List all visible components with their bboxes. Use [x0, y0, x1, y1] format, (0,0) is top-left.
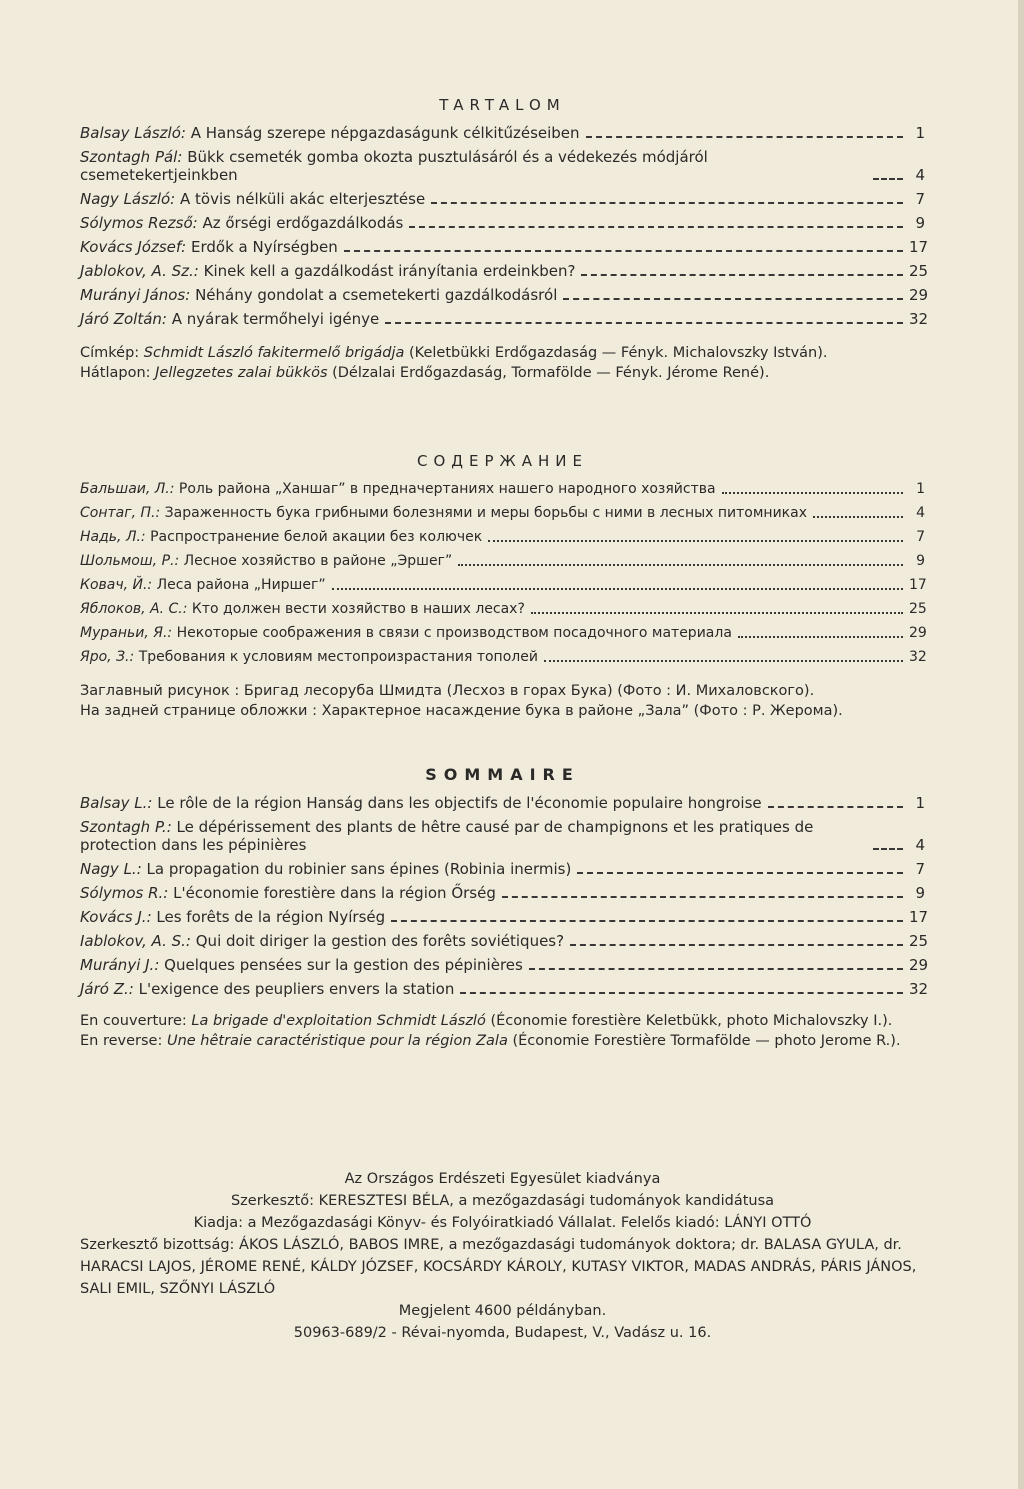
hungarian-back-note [80, 364, 925, 382]
toc-entry [80, 794, 925, 812]
toc-author: Jablokov, A. Sz.: [80, 262, 199, 280]
toc-entry-text [80, 576, 326, 594]
toc-title: A Hanság szerepe népgazdaságunk célkitűzéseiben [190, 124, 580, 142]
toc-leader [873, 178, 903, 180]
toc-entry [80, 214, 925, 232]
cover-title: Schmidt László fakitermelő brigádja [143, 345, 405, 361]
toc-title: A tövis nélküli akác elterjesztése [180, 190, 426, 208]
toc-author: Яблоков, А. С.: [80, 601, 188, 617]
toc-author: Сонтаг, П.: [80, 505, 161, 521]
russian-toc [80, 452, 925, 722]
toc-page-number: 17 [909, 238, 929, 256]
back-title: Jellegzetes zalai bükkös [155, 365, 328, 381]
toc-entry-text [80, 600, 525, 618]
toc-entry [80, 310, 929, 328]
toc-leader [581, 274, 903, 276]
toc-leader [529, 968, 903, 970]
toc-author: Nagy L.: [80, 860, 142, 878]
toc-leader [586, 136, 903, 138]
hungarian-toc-list [80, 124, 929, 328]
toc-author: Balsay László: [80, 124, 186, 142]
russian-back-note: На задней странице обложки : Характерное насаждение бука в районе „Зала” (Фото : Р. Жерома). [80, 703, 843, 719]
toc-page-number: 4 [916, 505, 925, 521]
toc-page-number: 7 [915, 190, 925, 208]
toc-author: Kovács József: [80, 238, 187, 256]
toc-entry-text [80, 818, 867, 854]
toc-title: Кто должен вести хозяйство в наших лесах? [191, 601, 525, 617]
printer-line: 50963-689/2 - Révai-nyomda, Budapest, V., Vadász u. 16. [293, 1325, 712, 1341]
toc-entry [80, 238, 929, 256]
toc-entry [80, 552, 925, 570]
hungarian-cover-note [80, 344, 925, 362]
toc-leader [738, 636, 903, 638]
editorial-board: Szerkesztő bizottság: ÁKOS LÁSZLÓ, BABOS IMRE, a mezőgazdasági tudományok doktora; dr. BALASA GYULA, dr. HARACSI LAJOS, JÉROME RENÉ, KÁLDY JÓZSEF, KOCSÁRDY KÁROLY, KUTASY VIKTOR, MADAS ANDRÁS, PÁRIS JÁNOS, SALI EMIL, SZŐNYI LÁSZLÓ [80, 1237, 917, 1297]
publisher-line: Az Országos Erdészeti Egyesület kiadványa [344, 1171, 661, 1187]
toc-page-number: 1 [916, 481, 925, 497]
toc-leader [577, 872, 903, 874]
toc-entry-text [80, 860, 571, 878]
toc-author: Járó Z.: [80, 980, 134, 998]
toc-entry [80, 262, 929, 280]
toc-title: Les forêts de la région Nyírség [156, 908, 386, 926]
toc-leader [722, 492, 903, 494]
russian-toc-heading: СОДЕРЖАНИЕ [417, 452, 588, 470]
toc-title: Леса района „Ниршег” [156, 577, 326, 593]
cover-title: La brigade d'exploitation Schmidt László [191, 1013, 486, 1029]
back-credit: (Délzalai Erdőgazdaság, Tormafölde — Fényk. Jérome René). [332, 365, 770, 381]
back-title: Une hêtraie caractéristique pour la région Zala [166, 1033, 508, 1049]
toc-entry-text [80, 552, 452, 570]
toc-title: L'exigence des peupliers envers la station [138, 980, 455, 998]
toc-author: Nagy László: [80, 190, 176, 208]
hungarian-toc [80, 96, 929, 384]
toc-entry [80, 860, 925, 878]
toc-title: Néhány gondolat a csemetekerti gazdálkodásról [195, 286, 558, 304]
toc-entry-text [80, 956, 523, 974]
toc-entry [80, 480, 925, 498]
toc-author: Sólymos Rezső: [80, 214, 198, 232]
french-cover-note [80, 1012, 925, 1030]
toc-entry [80, 190, 925, 208]
toc-page-number: 1 [915, 794, 925, 812]
toc-author: Мураньи, Я.: [80, 625, 173, 641]
back-label: En reverse: [80, 1033, 163, 1049]
toc-author: Sólymos R.: [80, 884, 169, 902]
toc-entry [80, 148, 925, 184]
toc-entry [80, 818, 925, 854]
toc-entry-text [80, 190, 425, 208]
cover-label: En couverture: [80, 1013, 187, 1029]
toc-entry-text [80, 504, 807, 522]
toc-title: Требования к условиям местопроизрастания тополей [138, 649, 538, 665]
toc-page-number: 29 [909, 625, 927, 641]
toc-author: Iablokov, A. S.: [80, 932, 191, 950]
toc-title: Bükk csemeték gomba okozta pusztulásáról és a védekezés módjáról csemetekertjeinkben [80, 148, 708, 184]
toc-leader [460, 992, 903, 994]
toc-entry-text [80, 286, 557, 304]
toc-page-number: 7 [915, 860, 925, 878]
toc-author: Бальшаи, Л.: [80, 481, 175, 497]
russian-toc-list [80, 480, 925, 666]
french-toc [80, 765, 929, 1052]
toc-page-number: 1 [915, 124, 925, 142]
toc-entry-text [80, 794, 762, 812]
toc-title: Роль района „Ханшаг” в предначертаниях нашего народного хозяйства [178, 481, 716, 497]
toc-author: Szontagh P.: [80, 818, 172, 836]
toc-entry [80, 956, 929, 974]
toc-leader [391, 920, 903, 922]
toc-author: Balsay L.: [80, 794, 153, 812]
toc-page-number: 9 [915, 214, 925, 232]
toc-page-number: 17 [909, 908, 929, 926]
toc-author: Ковач, Й.: [80, 577, 153, 593]
russian-cover-note: Заглавный рисунок : Бригад лесоруба Шмидта (Лесхоз в горах Бука) (Фото : И. Михаловского). [80, 683, 815, 699]
toc-page-number: 4 [915, 166, 925, 184]
toc-page-number: 17 [909, 577, 927, 593]
hungarian-toc-heading: TARTALOM [439, 96, 566, 114]
toc-page-number: 25 [909, 601, 927, 617]
toc-author: Яро, З.: [80, 649, 135, 665]
toc-leader [488, 540, 903, 542]
toc-entry-text [80, 884, 496, 902]
toc-author: Шольмош, Р.: [80, 553, 180, 569]
toc-page-number: 29 [909, 286, 929, 304]
toc-title: Kinek kell a gazdálkodást irányítania erdeinkben? [203, 262, 576, 280]
toc-page-number: 25 [909, 262, 929, 280]
toc-entry-text [80, 648, 538, 666]
toc-title: Некоторые соображения в связи с производством посадочного материала [176, 625, 732, 641]
toc-author: Járó Zoltán: [80, 310, 167, 328]
toc-page-number: 7 [916, 529, 925, 545]
toc-page-number: 32 [909, 310, 929, 328]
toc-entry-text [80, 980, 454, 998]
toc-entry [80, 624, 925, 642]
french-back-note [80, 1032, 925, 1050]
toc-leader [768, 806, 903, 808]
french-toc-heading: SOMMAIRE [425, 765, 580, 784]
toc-page-number: 9 [916, 553, 925, 569]
copies-line: Megjelent 4600 példányban. [398, 1303, 607, 1319]
toc-title: Лесное хозяйство в районе „Эршег” [183, 553, 453, 569]
toc-entry-text [80, 932, 564, 950]
toc-author: Murányi János: [80, 286, 191, 304]
toc-author: Murányi J.: [80, 956, 160, 974]
toc-entry [80, 908, 929, 926]
toc-entry-text [80, 480, 716, 498]
french-toc-list [80, 794, 929, 998]
toc-page-number: 32 [909, 649, 927, 665]
toc-title: Erdők a Nyírségben [191, 238, 338, 256]
toc-author: Надь, Л.: [80, 529, 146, 545]
toc-entry-text [80, 238, 338, 256]
toc-leader [563, 298, 903, 300]
toc-entry [80, 124, 925, 142]
toc-entry [80, 932, 929, 950]
toc-leader [332, 588, 903, 590]
toc-leader [813, 516, 903, 518]
toc-title: Qui doit diriger la gestion des forêts soviétiques? [195, 932, 565, 950]
imprint [80, 1168, 925, 1344]
editor-line: Szerkesztő: KERESZTESI BÉLA, a mezőgazdasági tudományok kandidátusa [230, 1193, 775, 1209]
toc-entry-text [80, 124, 580, 142]
toc-entry [80, 286, 929, 304]
toc-leader [458, 564, 903, 566]
toc-entry-text [80, 528, 482, 546]
toc-author: Szontagh Pál: [80, 148, 183, 166]
toc-leader [544, 660, 903, 662]
toc-title: A nyárak termőhelyi igénye [171, 310, 380, 328]
toc-entry [80, 528, 925, 546]
toc-title: Le rôle de la région Hanság dans les objectifs de l'économie populaire hongroise [157, 794, 762, 812]
toc-entry-text [80, 908, 385, 926]
toc-entry-text [80, 310, 379, 328]
toc-entry-text [80, 262, 575, 280]
toc-title: Зараженность бука грибными болезнями и меры борьбы с ними в лесных питомниках [164, 505, 808, 521]
toc-entry [80, 576, 925, 594]
toc-title: Quelques pensées sur la gestion des pépinières [164, 956, 523, 974]
toc-entry-text [80, 148, 867, 184]
toc-leader [344, 250, 903, 252]
toc-entry [80, 980, 929, 998]
toc-entry [80, 648, 925, 666]
toc-page-number: 4 [915, 836, 925, 854]
toc-leader [531, 612, 903, 614]
cover-credit: (Keletbükki Erdőgazdaság — Fényk. Michalovszky István). [409, 345, 828, 361]
back-label: Hátlapon: [80, 365, 151, 381]
back-credit: (Économie Forestière Tormafölde — photo Jerome R.). [512, 1033, 901, 1049]
toc-page-number: 32 [909, 980, 929, 998]
toc-leader [570, 944, 903, 946]
toc-leader [431, 202, 903, 204]
toc-author: Kovács J.: [80, 908, 152, 926]
issuer-line: Kiadja: a Mezőgazdasági Könyv- és Folyóiratkiadó Vállalat. Felelős kiadó: LÁNYI OTTÓ [193, 1215, 812, 1231]
toc-entry-text [80, 624, 732, 642]
toc-entry [80, 600, 925, 618]
toc-entry [80, 884, 925, 902]
toc-title: Распространение белой акации без колючек [150, 529, 483, 545]
toc-leader [409, 226, 903, 228]
page-edge [1018, 0, 1024, 1489]
toc-entry-text [80, 214, 403, 232]
toc-entry [80, 504, 925, 522]
toc-title: L'économie forestière dans la région Őrség [173, 884, 496, 902]
toc-title: Az őrségi erdőgazdálkodás [202, 214, 404, 232]
toc-page-number: 25 [909, 932, 929, 950]
toc-page-number: 29 [909, 956, 929, 974]
cover-label: Címkép: [80, 345, 140, 361]
toc-leader [385, 322, 903, 324]
toc-title: La propagation du robinier sans épines (Robinia inermis) [146, 860, 572, 878]
toc-page-number: 9 [915, 884, 925, 902]
toc-leader [502, 896, 903, 898]
toc-title: Le dépérissement des plants de hêtre causé par de champignons et les pratiques de protection dans les pépinières [80, 818, 814, 854]
toc-leader [873, 848, 903, 850]
cover-credit: (Économie forestière Keletbükk, photo Michalovszky I.). [490, 1013, 893, 1029]
